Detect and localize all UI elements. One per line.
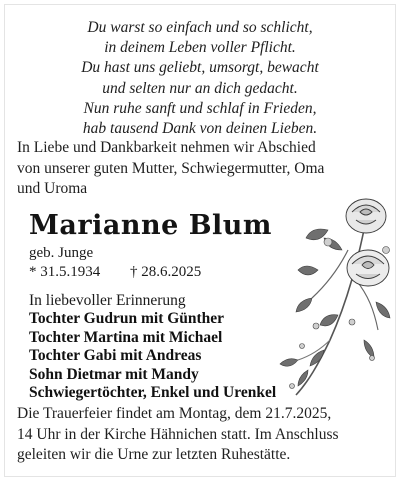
poem-line: hab tausend Dank von deinen Lieben. <box>82 120 318 138</box>
roses-illustration-icon <box>268 190 398 400</box>
maiden-name: geb. Junge <box>29 245 94 261</box>
poem-line: und selten nur an dich gedacht. <box>102 79 298 97</box>
family-member: Sohn Dietmar mit Mandy <box>29 365 199 383</box>
poem-line: Du warst so einfach und so schlicht, <box>87 19 313 36</box>
deceased-name: Marianne Blum <box>29 210 272 241</box>
intro-line: und Uroma <box>17 180 88 197</box>
family-member: Tochter Gabi mit Andreas <box>29 347 202 365</box>
family-member: Tochter Martina mit Michael <box>29 328 223 346</box>
death-date: † 28.6.2025 <box>130 264 202 280</box>
funeral-line: Die Trauerfeier findet am Montag, dem 21.7.2025, <box>17 405 332 422</box>
poem-line: in deinem Leben voller Pflicht. <box>104 39 296 57</box>
family-member: Tochter Gudrun mit Günther <box>29 310 225 328</box>
poem-line: Du hast uns geliebt, umsorgt, bewacht <box>81 59 319 77</box>
life-dates <box>29 263 289 282</box>
funeral-line: 14 Uhr in der Kirche Hähnichen statt. Im Anschluss <box>17 425 339 443</box>
intro-line: von unserer guten Mutter, Schwiegermutter, Oma <box>17 159 325 177</box>
memorial-poem <box>0 18 400 139</box>
remembrance-lead: In liebevoller Erinnerung <box>29 292 186 309</box>
family-member: Schwiegertöchter, Enkel und Urenkel <box>29 384 277 402</box>
funeral-line: geleiten wir die Urne zur letzten Ruhestätte. <box>17 446 291 463</box>
birth-date: * 31.5.1934 <box>29 264 101 280</box>
poem-line: Nun ruhe sanft und schlaf in Frieden, <box>83 99 317 117</box>
funeral-info <box>17 404 387 466</box>
intro-line: In Liebe und Dankbarkeit nehmen wir Abschied <box>17 139 316 156</box>
